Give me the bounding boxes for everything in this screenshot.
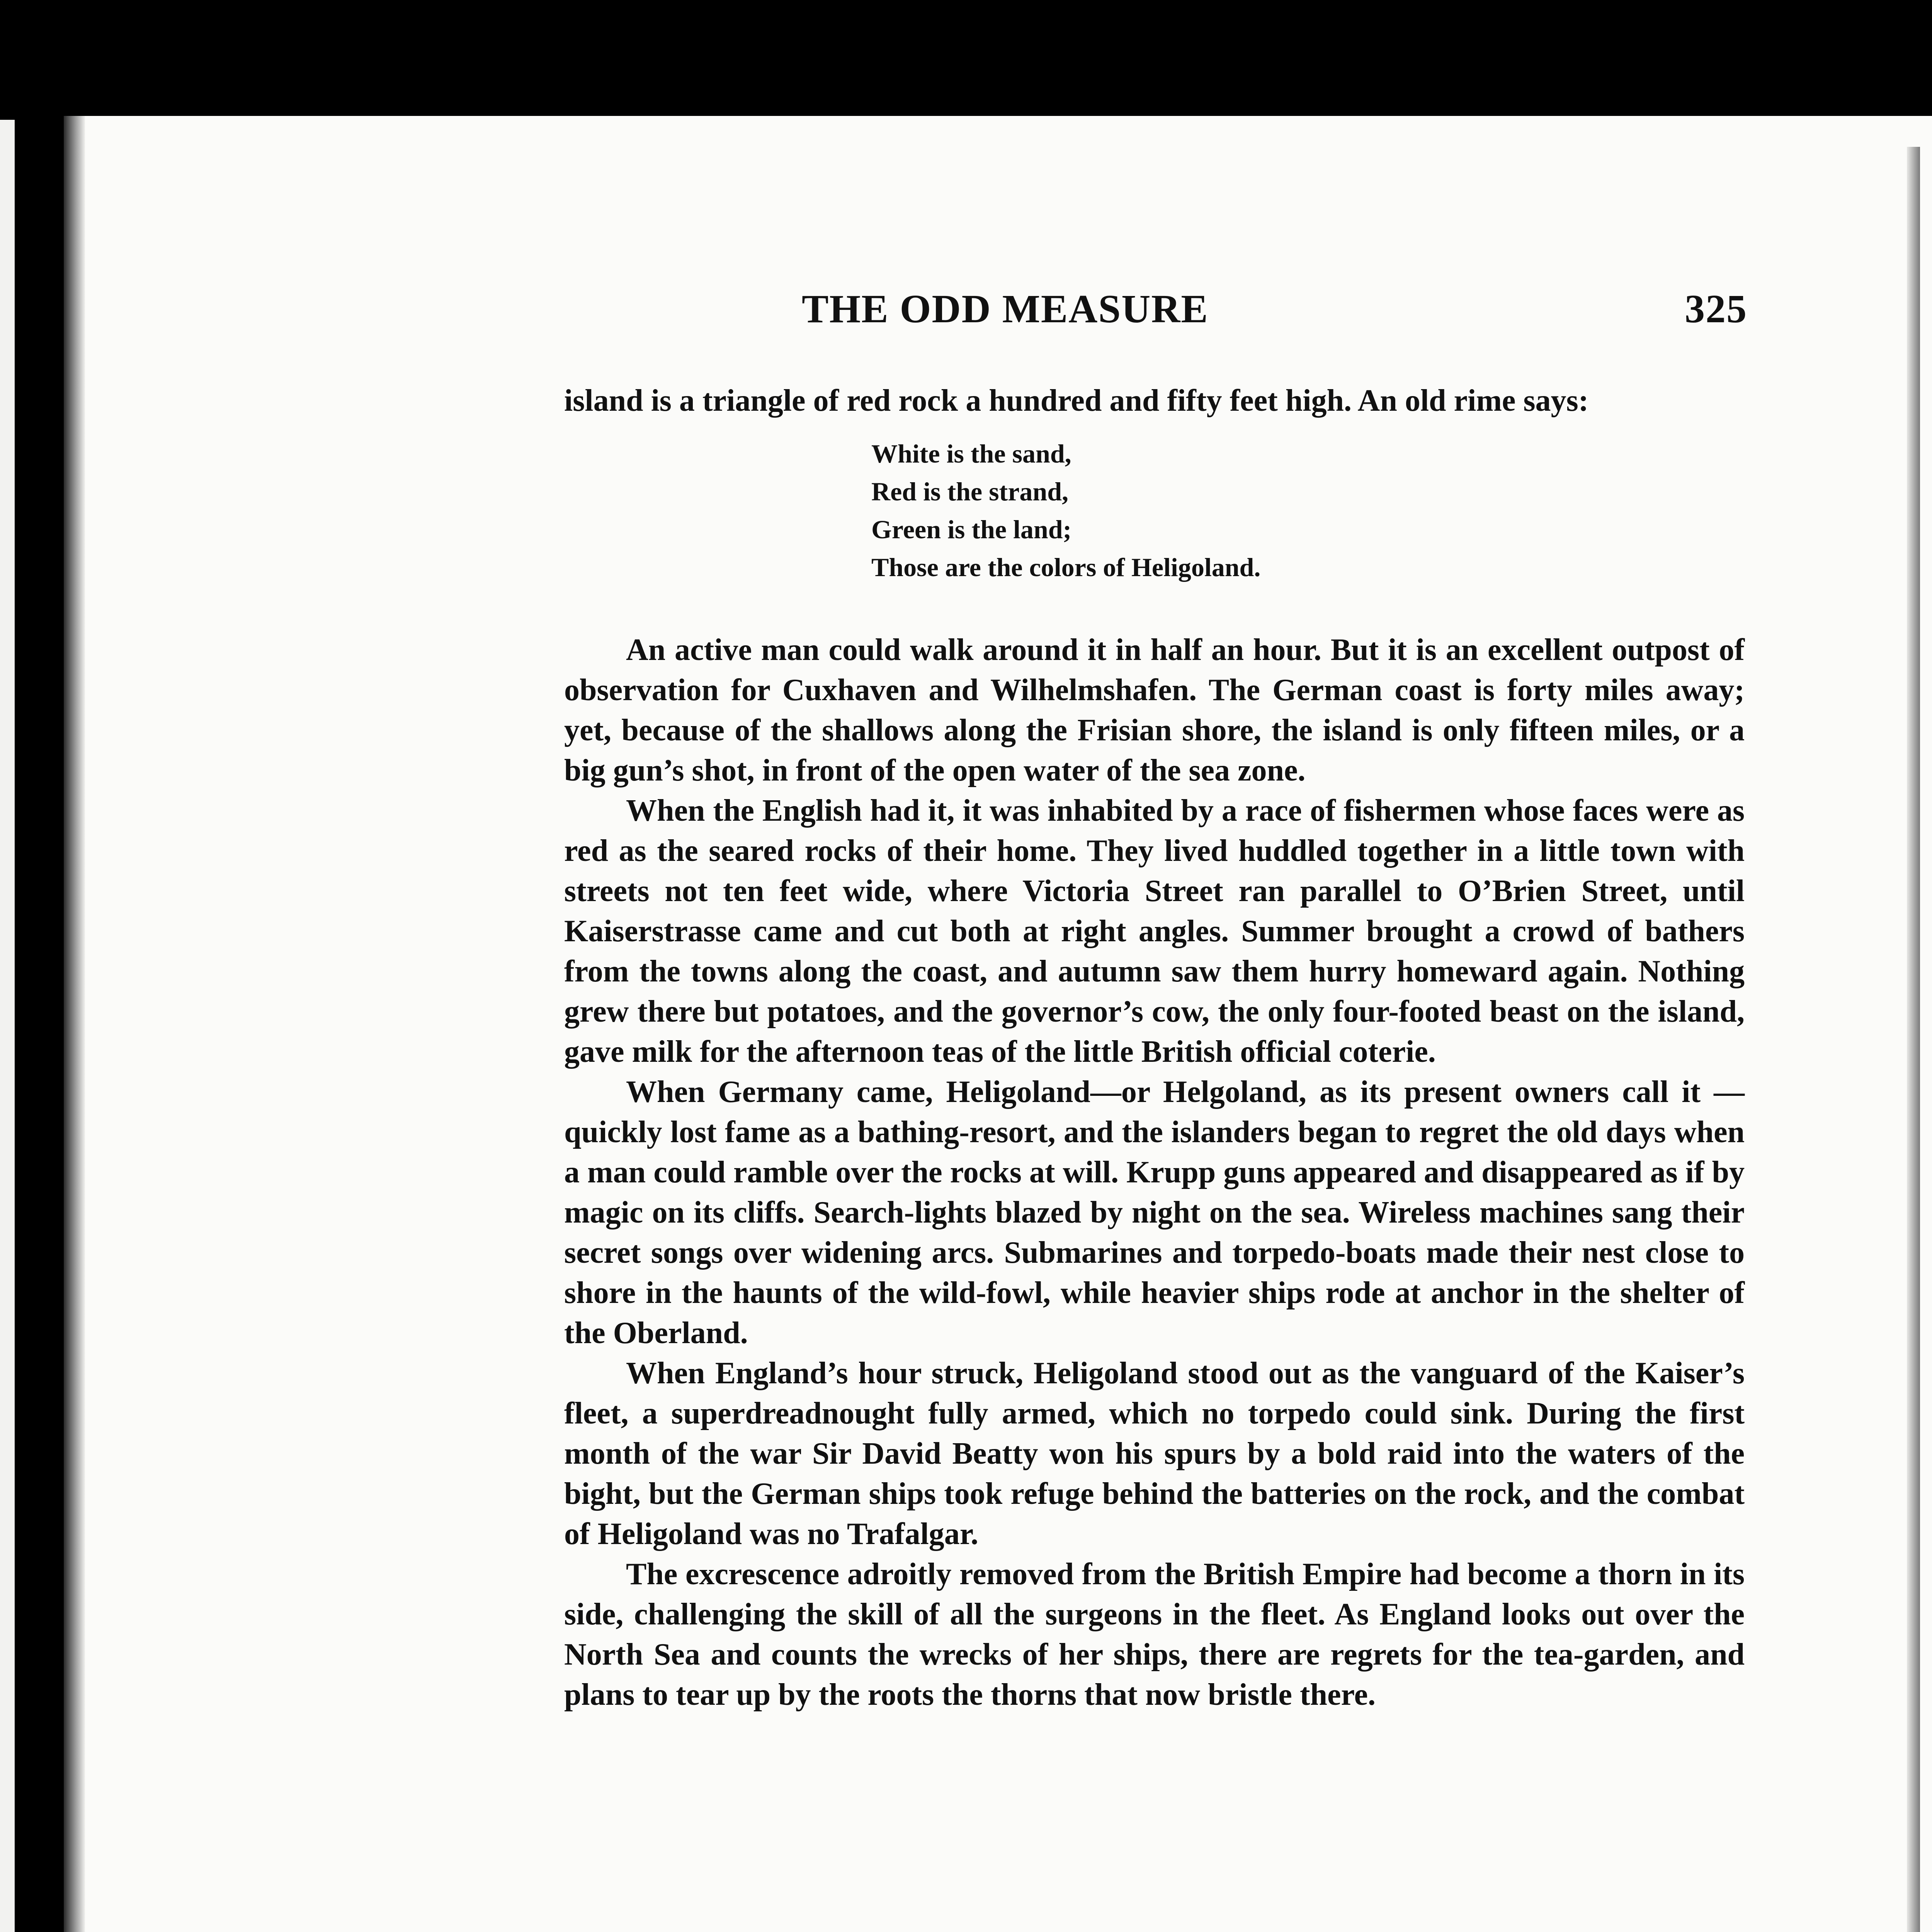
poem [871,435,1260,586]
paragraph: An active man could walk around it in half an hour. But it is an excellent outpost of observation for Cuxhaven and Wilhelmshafen. The German coast is forty miles away; yet, because of the shallows along the Frisian shore, the island is only fifteen miles, or a big gun’s shot, in front of the open water of the sea zone. [564,633,1745,787]
page-number: 325 [1685,287,1747,331]
running-title: THE ODD MEASURE [802,287,1209,331]
poem-line: Green is the land; [871,515,1072,544]
intro-paragraph [564,381,1745,421]
paragraph: When England’s hour struck, Heligoland stood out as the vanguard of the Kaiser’s fleet, a superdreadnought fully armed, which no torpedo could sink. During the first month of the war Sir David Beatty won his spurs by a bold raid into the waters of the bight, but the German ships took refuge behind the batteries on the rock, and the combat of Heligoland was no Trafalgar. [564,1356,1745,1551]
previous-page-edge [0,120,15,1932]
page-binding-shadow [64,116,85,1932]
paragraph: The excrescence adroitly removed from the British Empire had become a thorn in its side, challenging the skill of all the surgeons in the fleet. As England looks out over the North Sea and counts the wrecks of her ships, there are regrets for the tea-garden, and plans to tear up by the roots the thorns that now bristle there. [564,1557,1745,1712]
intro-text: island is a triangle of red rock a hundred and fifty feet high. An old rime says: [564,384,1589,418]
paragraph: When Germany came, Heligoland—or Helgoland, as its present owners call it — quickly lost fame as a bathing-resort, and the islanders began to regret the old days when a man could ramble over the rocks at will. Krupp guns appeared and disappeared as if by magic on its cliffs. Search-lights blazed by night on the sea. Wireless machines sang their secret songs over widening arcs. Submarines and torpedo-boats made their nest close to shore in the haunts of the wild-fowl, while heavier ships rode at anchor in the shelter of the Oberland. [564,1075,1745,1350]
poem-line: White is the sand, [871,439,1071,468]
heligoland-article [564,630,1745,1715]
poem-line: Those are the colors of Heligoland. [871,553,1261,582]
paragraph: When the English had it, it was inhabited by a race of fishermen whose faces were as red as the seared rocks of their home. They lived huddled together in a little town with streets not ten feet wide, where Victoria Street ran parallel to O’Brien Street, until Kaiserstrasse came and cut both at right angles. Summer brought a crowd of bathers from the towns along the coast, and autumn saw them hurry homeward again. Nothing grew there but potatoes, and the governor’s cow, the only four-footed beast on the island, gave milk for the afternoon teas of the little British official coterie. [564,794,1745,1069]
poem-line: Red is the strand, [871,477,1069,506]
page-stack-edge [1907,147,1920,1932]
